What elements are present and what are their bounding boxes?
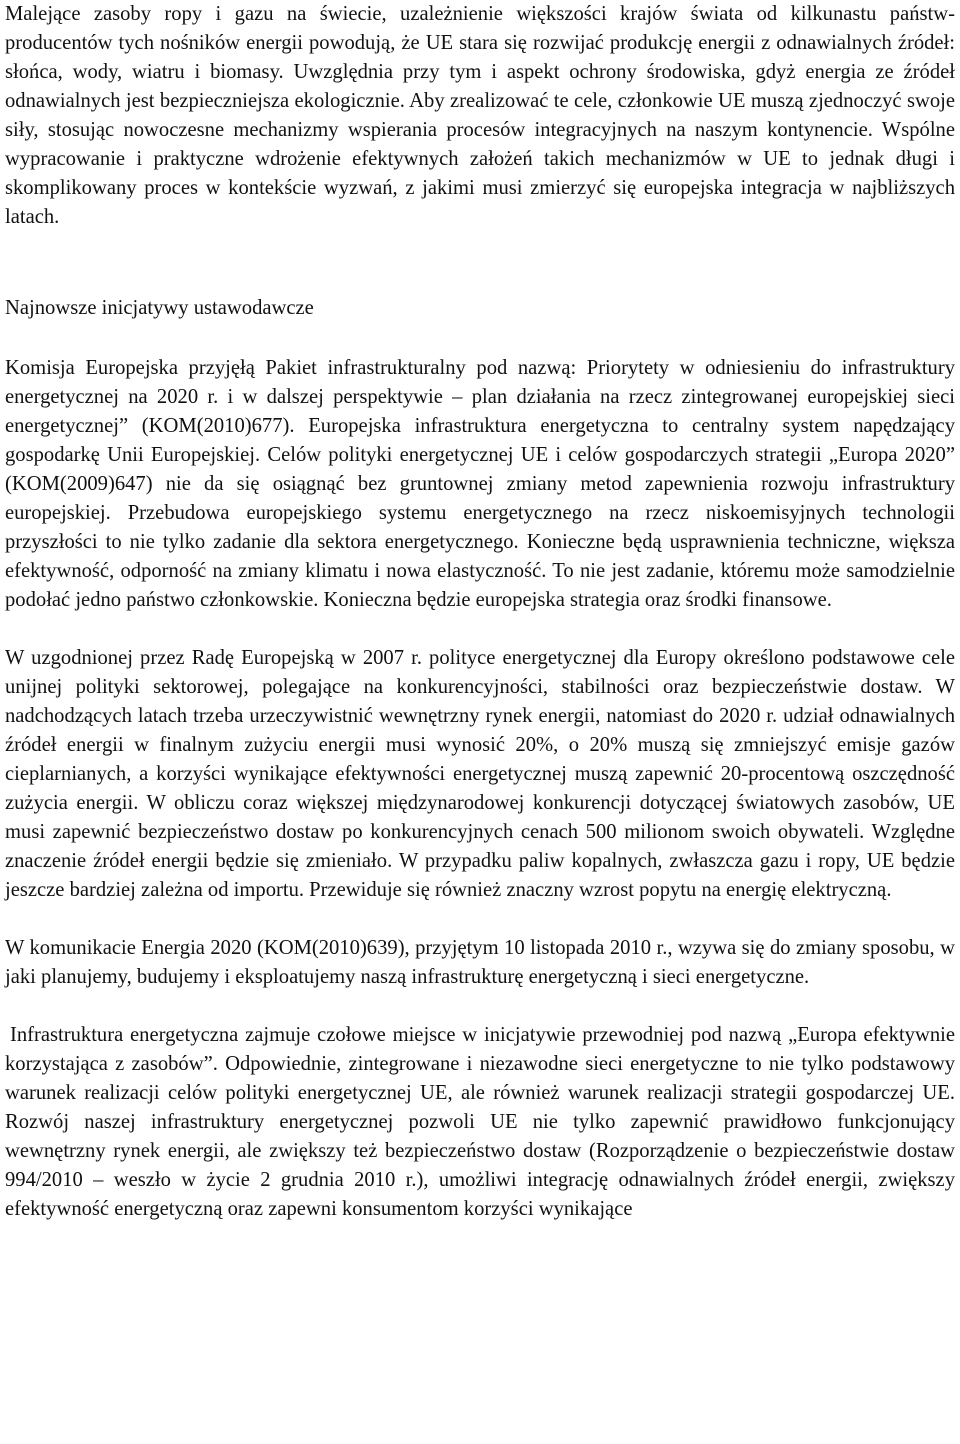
document-page [5, 0, 955, 1224]
paragraph-resource-efficient-europe: Infrastruktura energetyczna zajmuje czołowe miejsce w inicjatywie przewodniej pod nazwą „Europa efektywnie korzystająca z zasobów”. Odpowiednie, zintegrowane i niezawodne sieci energetyczne to nie tylko podstawowy warunek realizacji celów polityki energetycznej UE, ale również warunek realizacji strategii gospodarczej UE. Rozwój naszej infrastruktury energetycznej pozwoli UE nie tylko zapewnić prawidłowo funkcjonujący wewnętrzny rynek energii, ale zwiększy też bezpieczeństwo dostaw (Rozporządzenie o bezpieczeństwie dostaw 994/2010 – weszło w życie 2 grudnia 2010 r.), umożliwi integrację odnawialnych źródeł energii, zwiększy efektywność energetyczną oraz zapewni konsumentom korzyści wynikające [5, 1024, 955, 1220]
paragraph-energy-policy-2007: W uzgodnionej przez Radę Europejską w 2007 r. polityce energetycznej dla Europy określono podstawowe cele unijnej polityki sektorowej, polegające na konkurencyjności, stabilności oraz bezpieczeństwie dostaw. W nadchodzących latach trzeba urzeczywistnić wewnętrzny rynek energii, natomiast do 2020 r. udział odnawialnych źródeł energii w finalnym zużyciu energii musi wynosić 20%, o 20% muszą się zmniejszyć emisje gazów cieplarnianych, a korzyści wynikające efektywności energetycznej muszą zapewnić 20-procentową oszczędność zużycia energii. W obliczu coraz większej międzynarodowej konkurencji dotyczącej światowych zasobów, UE musi zapewnić bezpieczeństwo dostaw po konkurencyjnych cenach 500 milionom swoich obywateli. Względne znaczenie źródeł energii będzie się zmieniało. W przypadku paliw kopalnych, zwłaszcza gazu i ropy, UE będzie jeszcze bardziej zależna od importu. Przewiduje się również znaczny wzrost popytu na energię elektryczną. [5, 647, 955, 901]
section-heading: Najnowsze inicjatywy ustawodawcze [5, 297, 314, 319]
paragraph-infrastructure-package: Komisja Europejska przyjęłą Pakiet infrastrukturalny pod nazwą: Priorytety w odniesieniu do infrastruktury energetycznej na 2020 r. i w dalszej perspektywie – plan działania na rzecz zintegrowanej europejskiej sieci energetycznej” (KOM(2010)677). Europejska infrastruktura energetyczna to centralny system napędzający gospodarkę Unii Europejskiej. Celów polityki energetycznej UE i celów gospodarczych strategii „Europa 2020” (KOM(2009)647) nie da się osiągnąć bez gruntownej zmiany metod zapewnienia rozwoju infrastruktury europejskiej. Przebudowa europejskiego systemu energetycznego na rzecz niskoemisyjnych technologii przyszłości to nie tylko zadanie dla sektora energetycznego. Konieczne będą usprawnienia techniczne, większa efektywność, odporność na zmiany klimatu i nowa elastyczność. To nie jest zadanie, któremu może samodzielnie podołać jedno państwo członkowskie. Konieczna będzie europejska strategia oraz środki finansowe. [5, 357, 955, 611]
paragraph-intro: Malejące zasoby ropy i gazu na świecie, uzależnienie większości krajów świata od kilkunastu państw-producentów tych nośników energii powodują, że UE stara się rozwijać produkcję energii z odnawialnych źródeł: słońca, wody, wiatru i biomasy. Uwzględnia przy tym i aspekt ochrony środowiska, gdyż energia ze źródeł odnawialnych jest bezpieczniejsza ekologicznie. Aby zrealizować te cele, członkowie UE muszą zjednoczyć swoje siły, stosując nowoczesne mechanizmy wspierania procesów integracyjnych na naszym kontynencie. Wspólne wypracowanie i praktyczne wdrożenie efektywnych założeń takich mechanizmów w UE to jednak długi i skomplikowany proces w kontekście wyzwań, z jakimi musi zmierzyć się europejska integracja w najbliższych latach. [5, 3, 955, 228]
paragraph-energy-2020: W komunikacie Energia 2020 (KOM(2010)639), przyjętym 10 listopada 2010 r., wzywa się do zmiany sposobu, w jaki planujemy, budujemy i eksploatujemy naszą infrastrukturę energetyczną i sieci energetyczne. [5, 937, 955, 988]
